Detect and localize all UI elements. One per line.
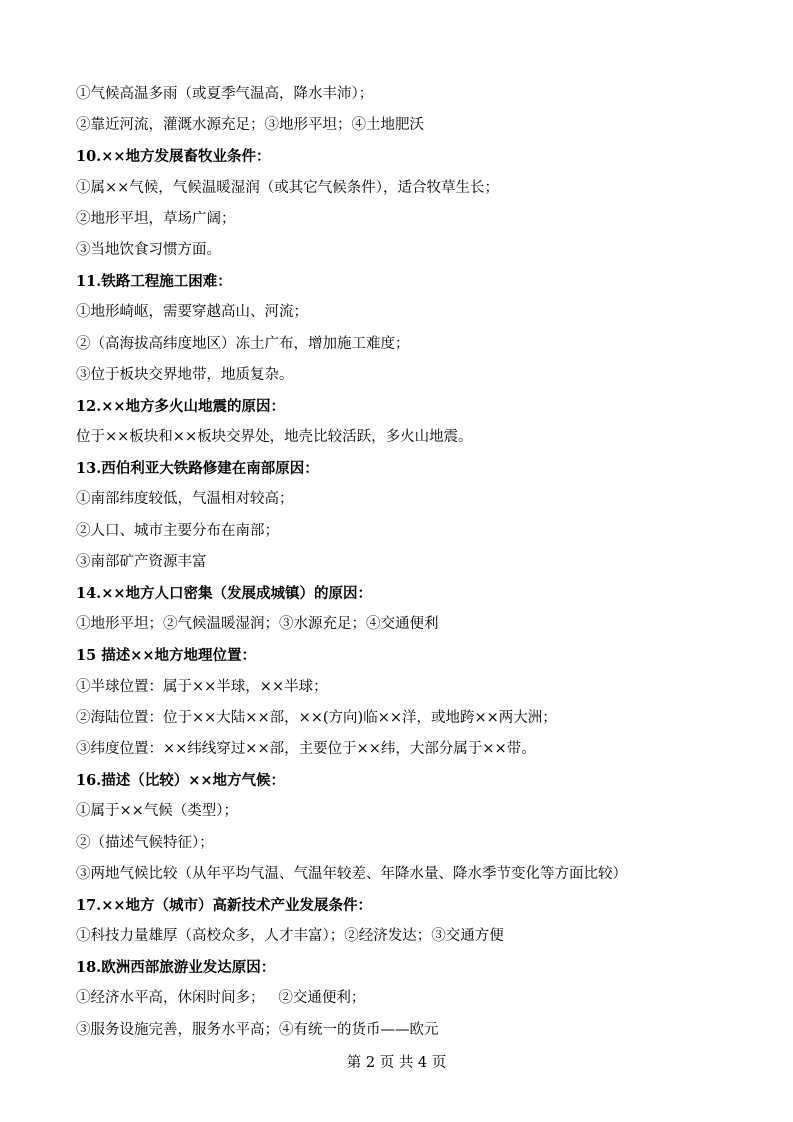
section-heading: 13.西伯利亚大铁路修建在南部原因：: [76, 460, 319, 478]
list-item: ③两地气候比较（从年平均气温、气温年较差、年降水量、降水季节变化等方面比较）: [76, 865, 627, 882]
list-item: ①科技力量雄厚（高校众多，人才丰富）；②经济发达；③交通方便: [76, 928, 504, 945]
list-item: ①属于××气候（类型）；: [76, 803, 239, 820]
list-item: ②地形平坦，草场广阔；: [76, 210, 236, 227]
section-heading: 18.欧洲西部旅游业发达原因：: [76, 959, 276, 977]
list-item: 位于××板块和××板块交界处，地壳比较活跃，多火山地震。: [76, 429, 473, 446]
page-footer: [0, 1052, 793, 1074]
section-heading: 15 描述××地方地理位置：: [76, 647, 257, 665]
list-item: ③当地饮食习惯方面。: [76, 241, 221, 258]
list-item: ①属××气候，气候温暖湿润（或其它气候条件），适合牧草生长；: [76, 179, 500, 196]
list-item: ②（描述气候特征）；: [76, 834, 214, 851]
list-item: ①经济水平高，休闲时间多； ②交通便利；: [76, 990, 366, 1007]
list-item: ①地形崎岖，需要穿越高山、河流；: [76, 304, 308, 321]
list-item: ①地形平坦；②气候温暖湿润；③水源充足；④交通便利: [76, 616, 439, 633]
list-item: ②（高海拔高纬度地区）冻土广布，增加施工难度；: [76, 335, 410, 352]
section-heading: 17.××地方（城市）高新技术产业发展条件：: [76, 896, 373, 914]
list-item: ③服务设施完善，服务水平高；④有统一的货币——欧元: [76, 1021, 439, 1038]
list-item: ②人口、城市主要分布在南部；: [76, 522, 279, 539]
list-item: ②靠近河流，灌溉水源充足；③地形平坦；④土地肥沃: [76, 117, 424, 134]
list-item: ③南部矿产资源丰富: [76, 553, 207, 570]
section-heading: 12.××地方多火山地震的原因：: [76, 397, 286, 415]
section-heading: 16.描述（比较）××地方气候：: [76, 772, 286, 790]
list-item: ①半球位置：属于××半球，××半球；: [76, 678, 328, 695]
document-body: [76, 79, 736, 1046]
list-item: ③纬度位置：××纬线穿过××部，主要位于××纬，大部分属于××带。: [76, 740, 536, 757]
section-heading: 14.××地方人口密集（发展成城镇）的原因：: [76, 585, 373, 602]
list-item: ③位于板块交界地带，地质复杂。: [76, 366, 294, 383]
page-number: 第 2 页 共 4 页: [346, 1055, 447, 1071]
list-item: ①南部纬度较低，气温相对较高；: [76, 491, 294, 508]
list-item: ②海陆位置：位于××大陆××部，××(方向)临××洋，或地跨××两大洲；: [76, 709, 557, 726]
section-heading: 11.铁路工程施工困难：: [76, 273, 232, 291]
list-item: ①气候高温多雨（或夏季气温高，降水丰沛）；: [76, 86, 374, 102]
section-heading: 10.××地方发展畜牧业条件：: [76, 148, 271, 166]
